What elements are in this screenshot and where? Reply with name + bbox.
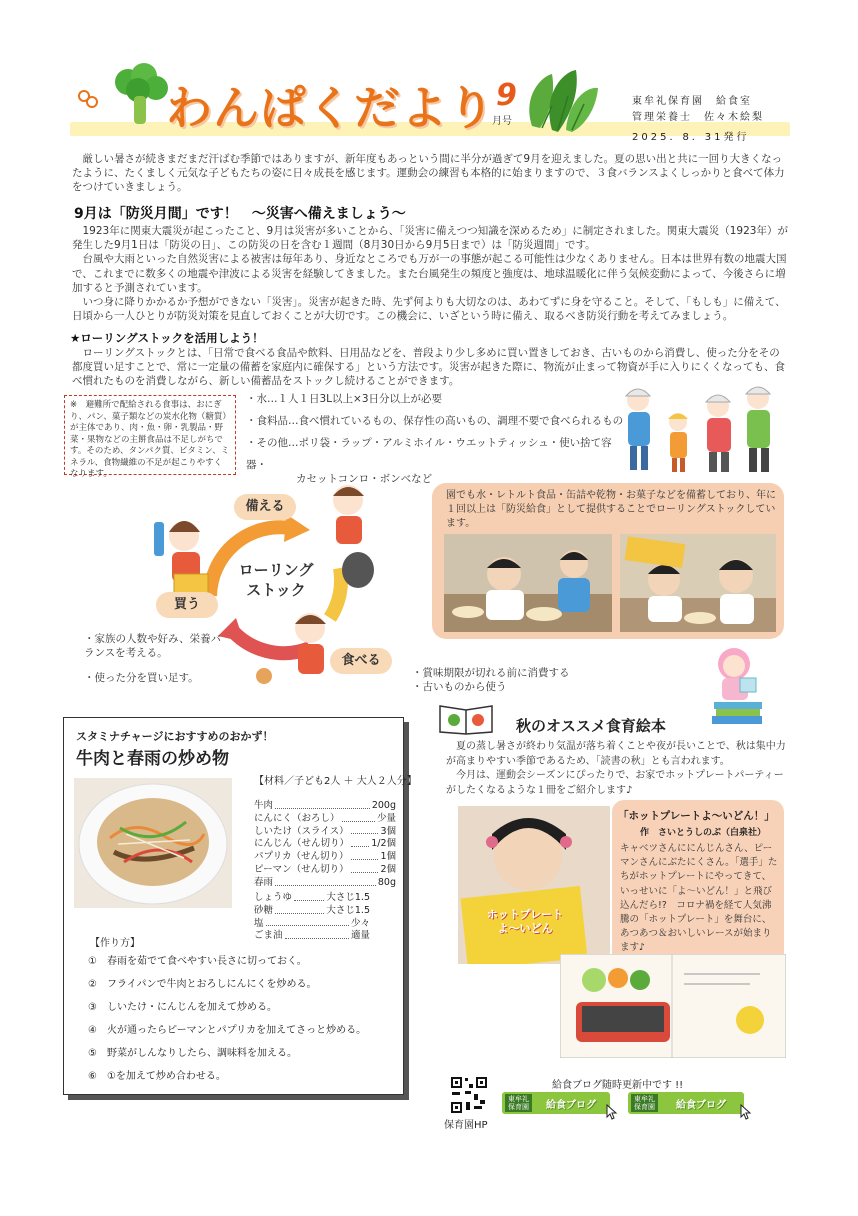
ingredient-row: ピーマン（せん切り） 2個	[254, 863, 396, 875]
cycle-label-prepare: 備える	[234, 494, 296, 520]
blog-banner-link-2[interactable]	[628, 1092, 744, 1114]
ingredient-row: 牛肉 200g	[254, 800, 396, 811]
open-book-icon	[438, 700, 494, 736]
spinach-icon	[522, 66, 602, 136]
ingredient-row: しいたけ（スライス） 3個	[254, 825, 396, 837]
stock-item-other-cont: カセットコンロ・ボンベなど	[296, 473, 433, 485]
issue-date: 2025．8．31発行	[632, 132, 750, 143]
ingredient-row: にんじん（せん切り） 1/2個	[254, 838, 396, 850]
seasoning-row: 塩 少々	[254, 917, 370, 929]
cycle-center-label: ローリング ストック	[238, 561, 314, 599]
month-label: 月号	[492, 116, 512, 127]
issuer-author: 管理栄養士 佐々木絵梨	[632, 112, 764, 123]
rolling-stock-heading: ★ローリングストックを活用しよう！	[70, 331, 264, 345]
eat-note-1: ・賞味期限が切れる前に消費する	[412, 667, 570, 679]
recipe-servings: 【材料／子ども2人 ＋ 大人２人分】	[254, 776, 417, 787]
buy-note-2: ・使った分を買い足す。	[84, 672, 199, 684]
cycle-label-buy: 買う	[156, 592, 218, 618]
book-cover-title: ホットプレート よ～いどん	[486, 908, 564, 935]
reading-girl-illustration	[708, 644, 768, 728]
month-number: 9	[496, 78, 517, 113]
seasoning-row: しょうゆ 大さじ1.5	[254, 892, 370, 903]
cursor-icon	[606, 1104, 618, 1120]
ingredient-row: パプリカ（せん切り） 1個	[254, 851, 396, 863]
eat-note-2: ・古いものから使う	[412, 681, 507, 693]
book-page-photo	[560, 954, 786, 1058]
recipe-title: 牛肉と春雨の炒め物	[76, 749, 229, 769]
rolling-stock-text: ローリングストックとは、「日常で食べる食品や飲料、日用品などを、普段より少し多めに買い置きしておき、古いものから消費し、使った分をその都度買い足すことで、常に一定量の備蓄を家庭内に確保する」という方法です。災害が起きた際に、物流が止まって物資が手に入りにくくなっても、食べ慣れたものを消費しながら、新しい備蓄品をストックし続けることができます。	[72, 347, 785, 388]
nursery-stock-text: 園でも水・レトルト食品・缶詰や乾物・お菓子などを備蓄しており、年に１回以上は「防災給食」として提供することでローリングストックしています。	[446, 490, 776, 529]
ingredient-row: 春雨 80g	[254, 876, 396, 888]
evacuation-family-illustration	[612, 378, 782, 478]
book-description: キャベツさんににんじんさん、ピーマンさんにぶたにくさん。「選手」たちがホットプレートにやってきて、いっせいに「よ～いどん！」と飛び込んだら!? コロナ禍を経て人気沸騰の「ホットプレート」を舞台に、あつあつ＆おいしいレースが始まります♪	[620, 843, 778, 954]
seasoning-row: 砂糖 大さじ1.5	[254, 904, 370, 916]
blog-banner-link-1[interactable]	[502, 1092, 610, 1114]
qr-code-icon[interactable]	[450, 1076, 488, 1114]
recipe-step: ③ しいたけ・にんじんを加えて炒める。	[88, 1002, 277, 1013]
newsletter-title: わんぱくだより	[166, 81, 495, 135]
blog-nursery-label: 東牟礼 保育園	[631, 1094, 658, 1112]
book-intro: 夏の蒸し暑さが終わり気温が落ち着くことや夜が長いことで、秋は集中力が高まりやすい季節であるため、「読書の秋」とも言われます。 今月は、運動会シーズンにぴったりで、お家でホットプレートパーティーがしたくなるような１冊をご紹介します♪	[446, 741, 786, 796]
cycle-label-eat: 食べる	[330, 648, 392, 674]
blog-nursery-label: 東牟礼 保育園	[505, 1094, 532, 1112]
recipe-step: ④ 火が通ったらピーマンとパプリカを加えてさっと炒める。	[88, 1025, 367, 1036]
buy-note-1: ・家族の人数や好み、栄養バランスを考える。	[84, 633, 222, 660]
seasoning-list	[254, 892, 370, 943]
book-title: 「ホットプレートよ～いどん！」	[618, 810, 775, 822]
recipe-step: ⑤ 野菜がしんなりしたら、調味料を加える。	[88, 1048, 297, 1059]
seasoning-row: ごま油 適量	[254, 930, 370, 942]
stock-item-other: ・その他…ポリ袋・ラップ・アルミホイル・ウエットティッシュ・使い捨て容器・	[246, 437, 612, 471]
lunch-photo-1	[444, 534, 612, 632]
cursor-icon	[740, 1104, 752, 1120]
intro-text: 厳しい暑さが続きまだまだ汗ばむ季節ではありますが、新年度もあっという間に半分が過ぎて9月を迎えました。夏の思い出と共に一回り大きくなったように、たくましく元気な子どもたちの姿に日々成長を感じます。運動会の練習も本格的に始まりますので、３食バランスよくしっかりと食べて体力をつけていきましょう。	[72, 153, 785, 194]
book-author: 作 さいとうしのぶ（白泉社）	[640, 828, 767, 838]
book-section-heading: 秋のオススメ食育絵本	[516, 717, 666, 735]
recipe-step: ① 春雨を茹でて食べやすい長さに切っておく。	[88, 956, 307, 967]
ingredient-row: にんにく（おろし） 少量	[254, 812, 396, 824]
blog-label: 給食ブログ	[676, 1099, 726, 1111]
child-with-book-photo	[458, 806, 610, 964]
blog-update-note: 給食ブログ随時更新中です !!	[552, 1080, 684, 1091]
disaster-body: 1923年に関東大震災が起こったこと、9月は災害が多いことから、「災害に備えつつ知識を深めるため」に制定されました。関東大震災（1923年）が発生した9月1日は「防災の日」、この防災の日を含む１週間（8月30日から9月5日まで）は「防災週間」です。 台風や大雨といった自然災害による被害は毎年あり、身近なところでも万が一の事態が起こる可能性は少なくありません。日本は世界有数の地震大国で、これまでに数多くの地震や津波による災害を経験してきました。また台風発生の頻度と強度は、地球温暖化に伴う気候変動によって、今後さらに増加すると予測されています。 いつ身に降りかかるか予想ができない「災害」。災害が起きた時、先ず何よりも大切なのは、あわてずに身を守ること。そして、「もしも」に備えて、日頃から一人ひとりが防災対策を見直しておくことが大切です。この機会に、いざという時に備え、取るべき防災行動を考えてみましょう。	[72, 225, 788, 323]
stock-item-list	[246, 388, 626, 490]
broccoli-icon	[110, 62, 170, 128]
recipe-photo	[74, 778, 232, 908]
stock-item-water: ・水…１人１日3L以上×3日分以上が必要	[246, 393, 443, 405]
recipe-step: ② フライパンで牛肉とおろしにんにくを炒める。	[88, 979, 317, 990]
recipe-tagline: スタミナチャージにおすすめのおかず！	[76, 730, 274, 743]
flower-icon	[76, 88, 100, 112]
recipe-steps	[88, 950, 398, 1088]
issuer-name: 東牟礼保育園 給食室	[632, 96, 752, 107]
qr-label: 保育園HP	[444, 1120, 488, 1131]
lunch-photo-2	[620, 534, 776, 632]
steps-heading: 【作り方】	[90, 938, 140, 949]
blog-label: 給食ブログ	[546, 1099, 596, 1111]
shelter-food-note: ※ 避難所で配給される食事は、おにぎり、パン、菓子類などの炭水化物（糖質）が主体であり、肉・魚・卵・乳製品・野菜・果物などの主餅食品は不足しがちです。そのため、タンパク質、ビタミン、ミネラル、食物繊維の不足が起こりやすくなります。	[64, 395, 236, 475]
disaster-heading: 9月は「防災月間」です！ ～災害へ備えましょう～	[74, 206, 406, 222]
ingredient-list	[254, 800, 396, 890]
recipe-step: ⑥ ①を加えて炒め合わせる。	[88, 1071, 226, 1082]
stock-item-food: ・食料品…食べ慣れているもの、保存性の高いもの、調理不要で食べられるもの	[246, 415, 624, 427]
